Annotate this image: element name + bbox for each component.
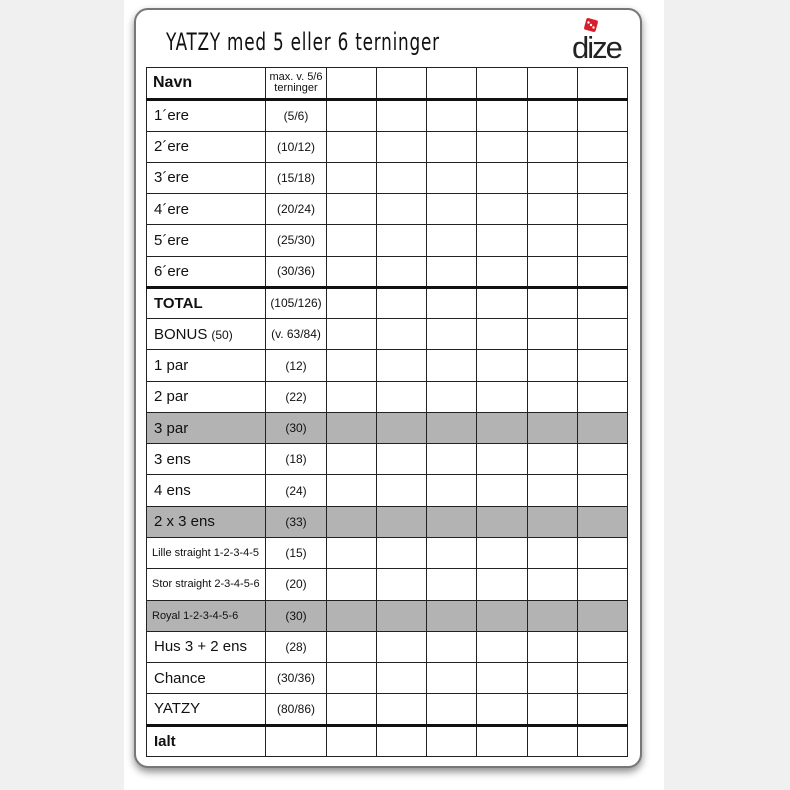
row-label-extra: (50) <box>211 327 233 342</box>
score-cell[interactable] <box>477 350 527 381</box>
score-cell[interactable] <box>577 381 627 412</box>
row-label-text: YATZY <box>154 700 201 718</box>
row-label <box>147 100 266 131</box>
score-row <box>147 569 628 600</box>
row-label-text: 3´ere <box>154 169 190 187</box>
score-cell[interactable] <box>327 381 377 412</box>
score-cell[interactable] <box>477 569 527 600</box>
row-max-value: (v. 63/84) <box>266 319 327 350</box>
score-cell[interactable] <box>577 319 627 350</box>
score-cell[interactable] <box>427 725 477 756</box>
score-cell[interactable] <box>527 663 577 694</box>
score-cell[interactable] <box>377 412 427 443</box>
row-label <box>147 569 266 600</box>
score-cell[interactable] <box>327 412 377 443</box>
row-max-value: (24) <box>266 475 327 506</box>
player-name-cell[interactable] <box>577 68 627 100</box>
score-row <box>147 631 628 662</box>
row-label <box>147 475 266 506</box>
score-cell[interactable] <box>527 194 577 225</box>
row-label <box>147 631 266 662</box>
row-label <box>147 131 266 162</box>
score-cell[interactable] <box>477 537 527 568</box>
score-cell[interactable] <box>327 256 377 287</box>
max-header <box>266 68 327 100</box>
score-cell[interactable] <box>327 350 377 381</box>
row-max-value: (28) <box>266 631 327 662</box>
row-label <box>147 600 266 631</box>
score-row <box>147 537 628 568</box>
score-cell[interactable] <box>327 225 377 256</box>
score-cell[interactable] <box>377 194 427 225</box>
score-cell[interactable] <box>527 381 577 412</box>
score-cell[interactable] <box>577 131 627 162</box>
row-label <box>147 694 266 725</box>
row-label-text: BONUS <box>154 325 208 343</box>
max-header-line1: max. v. 5/6 <box>269 71 323 84</box>
score-table <box>146 67 628 757</box>
score-row <box>147 131 628 162</box>
score-cell[interactable] <box>427 475 477 506</box>
row-label-text: 1 par <box>154 357 189 375</box>
row-max-value <box>266 725 327 756</box>
score-cell[interactable] <box>477 444 527 475</box>
score-cell[interactable] <box>377 131 427 162</box>
row-label-text: 2´ere <box>154 138 190 156</box>
row-label-text: Ialt <box>154 732 176 750</box>
row-label-text: Chance <box>154 669 206 687</box>
row-label <box>147 162 266 193</box>
score-row <box>147 350 628 381</box>
row-label-text: 4 ens <box>154 482 191 500</box>
row-label-text: TOTAL <box>154 294 203 312</box>
row-label <box>147 537 266 568</box>
row-max-value: (22) <box>266 381 327 412</box>
row-label-text: 4´ere <box>154 200 190 218</box>
score-cell[interactable] <box>477 194 527 225</box>
score-cell[interactable] <box>527 225 577 256</box>
row-max-value: (30/36) <box>266 663 327 694</box>
row-max-value: (5/6) <box>266 100 327 131</box>
score-cell[interactable] <box>577 444 627 475</box>
score-cell[interactable] <box>477 475 527 506</box>
score-cell[interactable] <box>427 381 477 412</box>
score-cell[interactable] <box>577 225 627 256</box>
score-cell[interactable] <box>527 100 577 131</box>
score-cell[interactable] <box>577 475 627 506</box>
score-cell[interactable] <box>577 725 627 756</box>
row-label-text: Stor straight 2-3-4-5-6 <box>152 578 260 591</box>
row-max-value: (10/12) <box>266 131 327 162</box>
score-row <box>147 600 628 631</box>
row-max-value: (33) <box>266 506 327 537</box>
max-header-line2: terninger <box>274 82 318 95</box>
score-cell[interactable] <box>377 694 427 725</box>
score-cell[interactable] <box>577 600 627 631</box>
score-cell[interactable] <box>577 663 627 694</box>
score-cell[interactable] <box>327 694 377 725</box>
row-label-text: Royal 1-2-3-4-5-6 <box>152 609 239 622</box>
row-label <box>147 506 266 537</box>
score-row <box>147 287 628 318</box>
row-label-text: 3 par <box>154 419 189 437</box>
score-cell[interactable] <box>527 444 577 475</box>
score-cell[interactable] <box>427 100 477 131</box>
score-cell[interactable] <box>427 537 477 568</box>
score-cell[interactable] <box>377 287 427 318</box>
header-row <box>147 68 628 100</box>
row-label-text: 3 ens <box>154 450 191 468</box>
score-cell[interactable] <box>477 131 527 162</box>
score-cell[interactable] <box>477 631 527 662</box>
score-cell[interactable] <box>377 569 427 600</box>
score-row <box>147 725 628 756</box>
score-cell[interactable] <box>327 537 377 568</box>
score-cell[interactable] <box>527 412 577 443</box>
score-cell[interactable] <box>577 412 627 443</box>
score-row <box>147 256 628 287</box>
score-cell[interactable] <box>477 381 527 412</box>
player-name-cell[interactable] <box>327 68 377 100</box>
row-label <box>147 287 266 318</box>
score-cell[interactable] <box>327 100 377 131</box>
score-cell[interactable] <box>427 131 477 162</box>
score-cell[interactable] <box>327 444 377 475</box>
score-cell[interactable] <box>477 506 527 537</box>
score-cell[interactable] <box>427 162 477 193</box>
score-row <box>147 663 628 694</box>
score-cell[interactable] <box>527 694 577 725</box>
row-label <box>147 444 266 475</box>
score-cell[interactable] <box>477 100 527 131</box>
score-cell[interactable] <box>527 600 577 631</box>
score-row <box>147 194 628 225</box>
score-cell[interactable] <box>577 569 627 600</box>
score-cell[interactable] <box>427 444 477 475</box>
score-cell[interactable] <box>377 537 427 568</box>
score-row <box>147 412 628 443</box>
score-cell[interactable] <box>527 537 577 568</box>
score-cell[interactable] <box>377 319 427 350</box>
score-row <box>147 506 628 537</box>
score-cell[interactable] <box>577 537 627 568</box>
player-name-cell[interactable] <box>477 68 527 100</box>
score-cell[interactable] <box>527 162 577 193</box>
score-cell[interactable] <box>577 694 627 725</box>
row-max-value: (30/36) <box>266 256 327 287</box>
score-cell[interactable] <box>477 225 527 256</box>
row-max-value: (105/126) <box>266 287 327 318</box>
score-cell[interactable] <box>527 475 577 506</box>
score-cell[interactable] <box>327 287 377 318</box>
score-cell[interactable] <box>377 381 427 412</box>
score-cell[interactable] <box>477 694 527 725</box>
row-label <box>147 256 266 287</box>
score-cell[interactable] <box>477 256 527 287</box>
row-max-value: (12) <box>266 350 327 381</box>
row-label <box>147 194 266 225</box>
score-cell[interactable] <box>377 600 427 631</box>
row-label <box>147 663 266 694</box>
score-cell[interactable] <box>527 350 577 381</box>
player-name-cell[interactable] <box>377 68 427 100</box>
row-max-value: (20/24) <box>266 194 327 225</box>
player-name-cell[interactable] <box>427 68 477 100</box>
score-row <box>147 319 628 350</box>
score-cell[interactable] <box>427 569 477 600</box>
row-label-text: Hus 3 + 2 ens <box>154 638 247 656</box>
score-cell[interactable] <box>427 319 477 350</box>
dize-logo <box>570 18 630 64</box>
row-max-value: (80/86) <box>266 694 327 725</box>
score-cell[interactable] <box>527 256 577 287</box>
score-cell[interactable] <box>527 319 577 350</box>
score-cell[interactable] <box>577 631 627 662</box>
score-cell[interactable] <box>427 506 477 537</box>
score-cell[interactable] <box>477 725 527 756</box>
logo-text: dize <box>572 30 621 65</box>
name-header: Navn <box>147 68 266 100</box>
score-cell[interactable] <box>577 162 627 193</box>
score-cell[interactable] <box>327 162 377 193</box>
score-cell[interactable] <box>427 350 477 381</box>
score-row <box>147 162 628 193</box>
score-cell[interactable] <box>577 194 627 225</box>
row-label <box>147 350 266 381</box>
row-max-value: (18) <box>266 444 327 475</box>
row-label <box>147 725 266 756</box>
row-label <box>147 412 266 443</box>
row-label-text: 1´ere <box>154 107 190 125</box>
score-cell[interactable] <box>477 319 527 350</box>
score-cell[interactable] <box>327 663 377 694</box>
score-cell[interactable] <box>327 569 377 600</box>
row-label-text: 5´ere <box>154 231 190 249</box>
page-title: YATZY med 5 eller 6 terninger <box>166 28 440 56</box>
score-cell[interactable] <box>377 475 427 506</box>
score-cell[interactable] <box>427 600 477 631</box>
score-row <box>147 694 628 725</box>
score-cell[interactable] <box>577 350 627 381</box>
row-label-text: Lille straight 1-2-3-4-5 <box>152 547 259 560</box>
score-cell[interactable] <box>427 287 477 318</box>
score-cell[interactable] <box>527 569 577 600</box>
row-label <box>147 225 266 256</box>
row-max-value: (25/30) <box>266 225 327 256</box>
score-cell[interactable] <box>427 194 477 225</box>
score-cell[interactable] <box>377 350 427 381</box>
row-label-text: 2 x 3 ens <box>154 513 215 531</box>
score-cell[interactable] <box>327 725 377 756</box>
score-cell[interactable] <box>327 631 377 662</box>
score-cell[interactable] <box>377 631 427 662</box>
score-cell[interactable] <box>377 444 427 475</box>
score-cell[interactable] <box>427 631 477 662</box>
row-max-value: (15/18) <box>266 162 327 193</box>
score-cell[interactable] <box>327 506 377 537</box>
score-cell[interactable] <box>327 475 377 506</box>
score-row <box>147 444 628 475</box>
row-max-value: (30) <box>266 600 327 631</box>
score-cell[interactable] <box>377 225 427 256</box>
player-name-cell[interactable] <box>527 68 577 100</box>
score-cell[interactable] <box>427 412 477 443</box>
score-cell[interactable] <box>327 131 377 162</box>
score-cell[interactable] <box>377 100 427 131</box>
score-cell[interactable] <box>477 287 527 318</box>
score-cell[interactable] <box>527 725 577 756</box>
score-cell[interactable] <box>427 663 477 694</box>
score-row <box>147 381 628 412</box>
score-cell[interactable] <box>377 162 427 193</box>
score-cell[interactable] <box>327 600 377 631</box>
score-row <box>147 225 628 256</box>
score-cell[interactable] <box>577 287 627 318</box>
score-cell[interactable] <box>527 506 577 537</box>
row-max-value: (20) <box>266 569 327 600</box>
score-cell[interactable] <box>477 412 527 443</box>
score-cell[interactable] <box>377 725 427 756</box>
score-cell[interactable] <box>377 256 427 287</box>
score-cell[interactable] <box>427 256 477 287</box>
score-row <box>147 475 628 506</box>
score-cell[interactable] <box>427 694 477 725</box>
row-max-value: (15) <box>266 537 327 568</box>
score-cell[interactable] <box>377 663 427 694</box>
score-cell[interactable] <box>577 256 627 287</box>
score-cell[interactable] <box>477 663 527 694</box>
row-label <box>147 381 266 412</box>
score-cell[interactable] <box>477 600 527 631</box>
score-cell[interactable] <box>527 131 577 162</box>
row-label-text: 6´ere <box>154 262 190 280</box>
score-cell[interactable] <box>327 319 377 350</box>
score-cell[interactable] <box>527 287 577 318</box>
score-cell[interactable] <box>577 100 627 131</box>
row-label-text: 2 par <box>154 388 189 406</box>
score-cell[interactable] <box>327 194 377 225</box>
row-max-value: (30) <box>266 412 327 443</box>
score-cell[interactable] <box>577 506 627 537</box>
score-row <box>147 100 628 131</box>
score-cell[interactable] <box>377 506 427 537</box>
score-cell[interactable] <box>477 162 527 193</box>
score-cell[interactable] <box>427 225 477 256</box>
row-label <box>147 319 266 350</box>
score-cell[interactable] <box>527 631 577 662</box>
